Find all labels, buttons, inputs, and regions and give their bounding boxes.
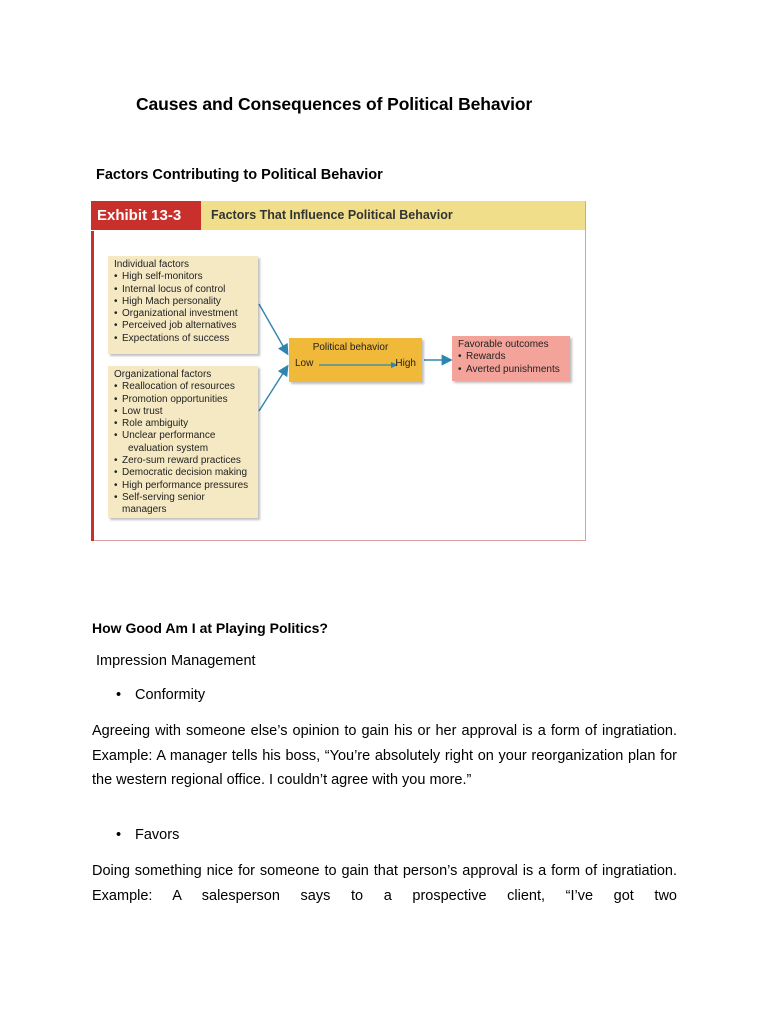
list-item: • Rewards <box>458 351 506 363</box>
organizational-factors-heading: Organizational factors <box>114 369 212 380</box>
list-item: • Promotion opportunities <box>114 393 228 405</box>
individual-factors-heading: Individual factors <box>114 259 190 270</box>
individual-factors-list <box>114 271 252 345</box>
list-item: • Internal locus of control <box>114 283 226 295</box>
arrow-organizational-to-behavior <box>259 367 287 411</box>
bullet-item-conformity <box>116 687 205 703</box>
exhibit-caption: Factors That Influence Political Behavior <box>211 208 453 222</box>
list-item: • Democratic decision making <box>114 467 248 479</box>
organizational-factors-list <box>114 381 252 516</box>
factors-subheading: Factors Contributing to Political Behavior <box>96 167 383 183</box>
list-item: • Unclear performance <box>114 430 216 442</box>
arrow-individual-to-behavior <box>259 304 287 353</box>
scale-high-label: High <box>395 358 416 370</box>
paragraph-conformity: Agreeing with someone else’s opinion to gain his or her approval is a form of ingratiation. Example: A manager tells his boss, “You’re absolutely right on your reorganization plan for the western regional office. I couldn’t agree with you more.” <box>92 723 677 788</box>
scale-low-label: Low <box>295 358 314 370</box>
favorable-outcomes-box <box>452 336 570 381</box>
list-item: • Low trust <box>114 405 163 417</box>
list-item: • High Mach personality <box>114 295 221 307</box>
paragraph-favors: Doing something nice for someone to gain that person’s approval is a form of ingratiation. Example: A salesperson says to a prospective client, “I’ve got two <box>92 863 677 904</box>
list-item: • Expectations of success <box>114 332 230 344</box>
list-item: • Reallocation of resources <box>114 381 235 393</box>
political-behavior-title: Political behavior <box>312 342 389 353</box>
scale-arrow-icon <box>319 360 399 370</box>
favorable-outcomes-heading: Favorable outcomes <box>458 339 549 350</box>
bullet-label: Conformity <box>135 687 206 703</box>
political-behavior-box <box>289 338 422 382</box>
list-item: • Perceived job alternatives <box>114 320 237 332</box>
list-item-continuation: evaluation system <box>128 442 209 454</box>
list-item: • Zero-sum reward practices <box>114 455 241 467</box>
list-item: • High performance pressures <box>114 479 249 491</box>
list-item: • Self-serving senior managers <box>114 491 205 516</box>
bullet-dot-icon: • <box>116 827 122 843</box>
list-item: • Organizational investment <box>114 308 238 320</box>
list-item: • Averted punishments <box>458 363 560 375</box>
organizational-factors-box <box>108 366 258 518</box>
question-heading: How Good Am I at Playing Politics? <box>92 620 328 636</box>
bullet-item-favors <box>116 827 179 843</box>
individual-factors-box <box>108 256 258 354</box>
exhibit-figure <box>91 201 586 541</box>
bullet-label: Favors <box>135 827 180 843</box>
exhibit-number: Exhibit 13-3 <box>91 201 201 230</box>
section-heading: Impression Management <box>96 653 256 669</box>
favorable-outcomes-list <box>458 351 564 376</box>
list-item: • High self-monitors <box>114 271 203 283</box>
document-title: Causes and Consequences of Political Behavior <box>136 94 533 114</box>
behavior-scale <box>295 358 416 372</box>
list-item: • Role ambiguity <box>114 418 189 430</box>
bullet-dot-icon: • <box>116 687 122 703</box>
